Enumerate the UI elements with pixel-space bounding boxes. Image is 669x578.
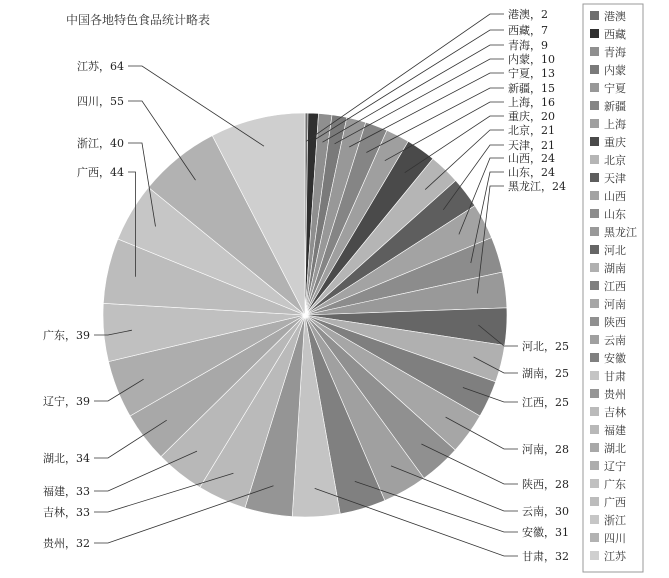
slice-label-6: 上海，16 <box>508 96 555 109</box>
legend-swatch-18 <box>590 335 599 344</box>
slice-label-17: 陕西，28 <box>522 478 569 491</box>
legend-label-6: 上海 <box>604 118 626 131</box>
slice-label-3: 内蒙，10 <box>508 53 555 66</box>
legend-swatch-27 <box>590 497 599 506</box>
legend-swatch-7 <box>590 137 599 146</box>
slice-label-4: 宁夏，13 <box>508 67 555 80</box>
legend-swatch-12 <box>590 227 599 236</box>
legend-label-13: 河北 <box>604 244 626 257</box>
slice-label-16: 河南，28 <box>522 443 569 456</box>
legend-label-8: 北京 <box>604 154 626 167</box>
slice-label-23: 福建，33 <box>43 485 90 498</box>
legend-swatch-5 <box>590 101 599 110</box>
legend-swatch-10 <box>590 191 599 200</box>
legend-label-9: 天津 <box>604 172 626 185</box>
legend-swatch-9 <box>590 173 599 182</box>
legend-label-17: 陕西 <box>604 316 626 329</box>
legend <box>583 4 643 572</box>
legend-swatch-19 <box>590 353 599 362</box>
slice-label-21: 贵州，32 <box>43 537 90 550</box>
slice-label-5: 新疆，15 <box>508 82 555 95</box>
slice-label-7: 重庆，20 <box>508 110 555 123</box>
legend-swatch-2 <box>590 47 599 56</box>
legend-label-30: 江苏 <box>604 550 626 563</box>
slice-label-0: 港澳，2 <box>508 8 548 21</box>
legend-label-16: 河南 <box>604 298 626 311</box>
legend-label-4: 宁夏 <box>604 82 626 95</box>
legend-swatch-29 <box>590 533 599 542</box>
chart-title: 中国各地特色食品统计略表 <box>66 13 211 27</box>
legend-swatch-26 <box>590 479 599 488</box>
slice-label-1: 西藏，7 <box>508 24 548 37</box>
legend-swatch-17 <box>590 317 599 326</box>
legend-swatch-30 <box>590 551 599 560</box>
slice-label-30: 江苏，64 <box>77 60 124 73</box>
legend-label-21: 贵州 <box>604 388 626 401</box>
legend-label-29: 四川 <box>604 532 626 545</box>
legend-swatch-11 <box>590 209 599 218</box>
slice-label-18: 云南，30 <box>522 505 569 518</box>
slice-label-2: 青海，9 <box>508 39 548 52</box>
slice-label-13: 河北，25 <box>522 340 569 353</box>
legend-label-20: 甘肃 <box>604 370 626 383</box>
legend-label-11: 山东 <box>604 208 626 221</box>
legend-swatch-20 <box>590 371 599 380</box>
legend-swatch-23 <box>590 425 599 434</box>
slice-label-27: 广西，44 <box>77 166 124 179</box>
slice-label-12: 黑龙江，24 <box>508 180 566 193</box>
slice-label-24: 湖北，34 <box>43 452 90 465</box>
slice-label-22: 吉林，33 <box>43 506 90 519</box>
legend-swatch-14 <box>590 263 599 272</box>
legend-swatch-16 <box>590 299 599 308</box>
legend-label-5: 新疆 <box>604 100 626 113</box>
legend-label-25: 辽宁 <box>604 460 626 473</box>
legend-label-2: 青海 <box>604 46 626 59</box>
legend-label-7: 重庆 <box>604 136 626 149</box>
legend-label-15: 江西 <box>604 280 626 293</box>
legend-label-12: 黑龙江 <box>604 226 637 239</box>
slice-label-14: 湖南，25 <box>522 367 569 380</box>
slice-label-11: 山东，24 <box>508 166 555 179</box>
legend-swatch-4 <box>590 83 599 92</box>
legend-swatch-25 <box>590 461 599 470</box>
legend-swatch-3 <box>590 65 599 74</box>
slice-label-25: 辽宁，39 <box>43 395 90 408</box>
legend-label-18: 云南 <box>604 334 626 347</box>
legend-swatch-6 <box>590 119 599 128</box>
legend-label-24: 湖北 <box>604 442 626 455</box>
slice-label-29: 四川，55 <box>77 95 124 108</box>
legend-label-19: 安徽 <box>604 352 626 365</box>
slice-label-19: 安徽，31 <box>522 526 569 539</box>
legend-label-10: 山西 <box>604 190 626 203</box>
legend-label-27: 广西 <box>604 496 626 509</box>
legend-label-23: 福建 <box>604 424 626 437</box>
legend-label-22: 吉林 <box>604 406 626 419</box>
legend-swatch-8 <box>590 155 599 164</box>
legend-swatch-13 <box>590 245 599 254</box>
legend-swatch-1 <box>590 29 599 38</box>
slice-label-15: 江西，25 <box>522 396 569 409</box>
slice-label-28: 浙江，40 <box>77 137 124 150</box>
legend-label-0: 港澳 <box>604 10 626 23</box>
legend-swatch-28 <box>590 515 599 524</box>
slice-label-20: 甘肃，32 <box>522 550 569 563</box>
slice-label-8: 北京，21 <box>508 124 555 137</box>
legend-label-26: 广东 <box>604 478 626 491</box>
legend-swatch-21 <box>590 389 599 398</box>
legend-label-28: 浙江 <box>604 514 626 527</box>
legend-label-1: 西藏 <box>604 28 626 41</box>
legend-swatch-22 <box>590 407 599 416</box>
legend-swatch-0 <box>590 11 599 20</box>
slice-label-10: 山西，24 <box>508 152 555 165</box>
legend-swatch-24 <box>590 443 599 452</box>
slice-label-26: 广东，39 <box>43 329 90 342</box>
legend-label-3: 内蒙 <box>604 64 626 77</box>
legend-swatch-15 <box>590 281 599 290</box>
slice-label-9: 天津，21 <box>508 139 555 152</box>
legend-label-14: 湖南 <box>604 262 626 275</box>
